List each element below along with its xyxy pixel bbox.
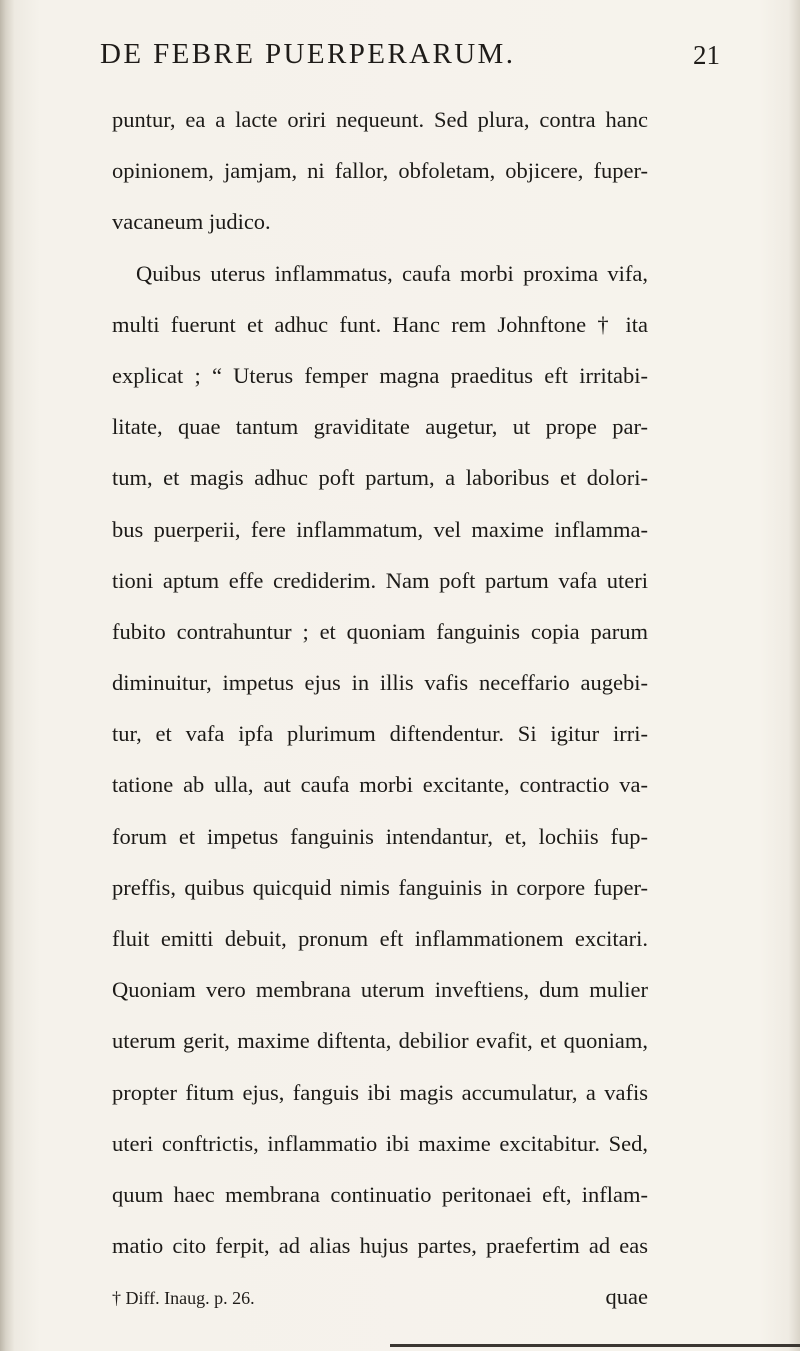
running-title: DE FEBRE PUERPERARUM. [100, 38, 516, 70]
text-line: explicat ; “ Uterus femper magna praeditus eft irritabi- [112, 362, 648, 388]
text-line: tioni aptum effe crediderim. Nam poft partum vafa uteri [112, 567, 648, 593]
catchword: quae [605, 1284, 648, 1310]
text-line: puntur, ea a lacte oriri nequeunt. Sed plura, contra hanc [112, 107, 648, 132]
page-number: 21 [693, 40, 720, 70]
text-line: tum, et magis adhuc poft partum, a laboribus et dolori- [112, 465, 648, 491]
page-header [100, 38, 720, 78]
text-line: vacaneum judico. [112, 209, 271, 235]
text-line: bus puerperii, fere inflammatum, vel maxime inflamma- [112, 516, 648, 542]
body-text [112, 94, 648, 1323]
page-outer-edge [788, 0, 800, 1351]
text-line: diminuitur, impetus ejus in illis vafis neceffario augebi- [112, 670, 648, 696]
text-line: litate, quae tantum graviditate augetur, ut prope par- [112, 414, 648, 440]
text-line: uteri conftrictis, inflammatio ibi maxime excitabitur. Sed, [112, 1130, 648, 1156]
text-line: forum et impetus fanguinis intendantur, et, lochiis fup- [112, 823, 648, 849]
text-line: uterum gerit, maxime diftenta, debilior evafit, et quoniam, [112, 1028, 648, 1054]
text-line: preffis, quibus quicquid nimis fanguinis in corpore fuper- [112, 874, 648, 900]
text-line: fluit emitti debuit, pronum eft inflammationem excitari. [112, 926, 648, 951]
text-line: matio cito ferpit, ad alias hujus partes, praefertim ad eas [112, 1233, 648, 1259]
text-line: opinionem, jamjam, ni fallor, obfoletam, objicere, fuper- [112, 158, 648, 184]
text-line: Quibus uterus inflammatus, caufa morbi proxima vifa, [136, 260, 648, 286]
text-line: propter fitum ejus, fanguis ibi magis accumulatur, a vafis [112, 1079, 648, 1105]
text-line: multi fuerunt et adhuc funt. Hanc rem Johnftone † ita [112, 311, 648, 337]
bottom-edge-line [390, 1344, 800, 1347]
text-line: tur, et vafa ipfa plurimum diftendentur. Si igitur irri- [112, 721, 648, 747]
footnote: † Diff. Inaug. p. 26. [112, 1288, 255, 1308]
text-line: fubito contrahuntur ; et quoniam fanguinis copia parum [112, 618, 648, 644]
text-line: Quoniam vero membrana uterum inveftiens, dum mulier [112, 977, 648, 1003]
page-binding-edge [0, 0, 14, 1351]
text-line: quum haec membrana continuatio peritonaei eft, inflam- [112, 1181, 648, 1207]
text-line: tatione ab ulla, aut caufa morbi excitante, contractio va- [112, 772, 648, 798]
